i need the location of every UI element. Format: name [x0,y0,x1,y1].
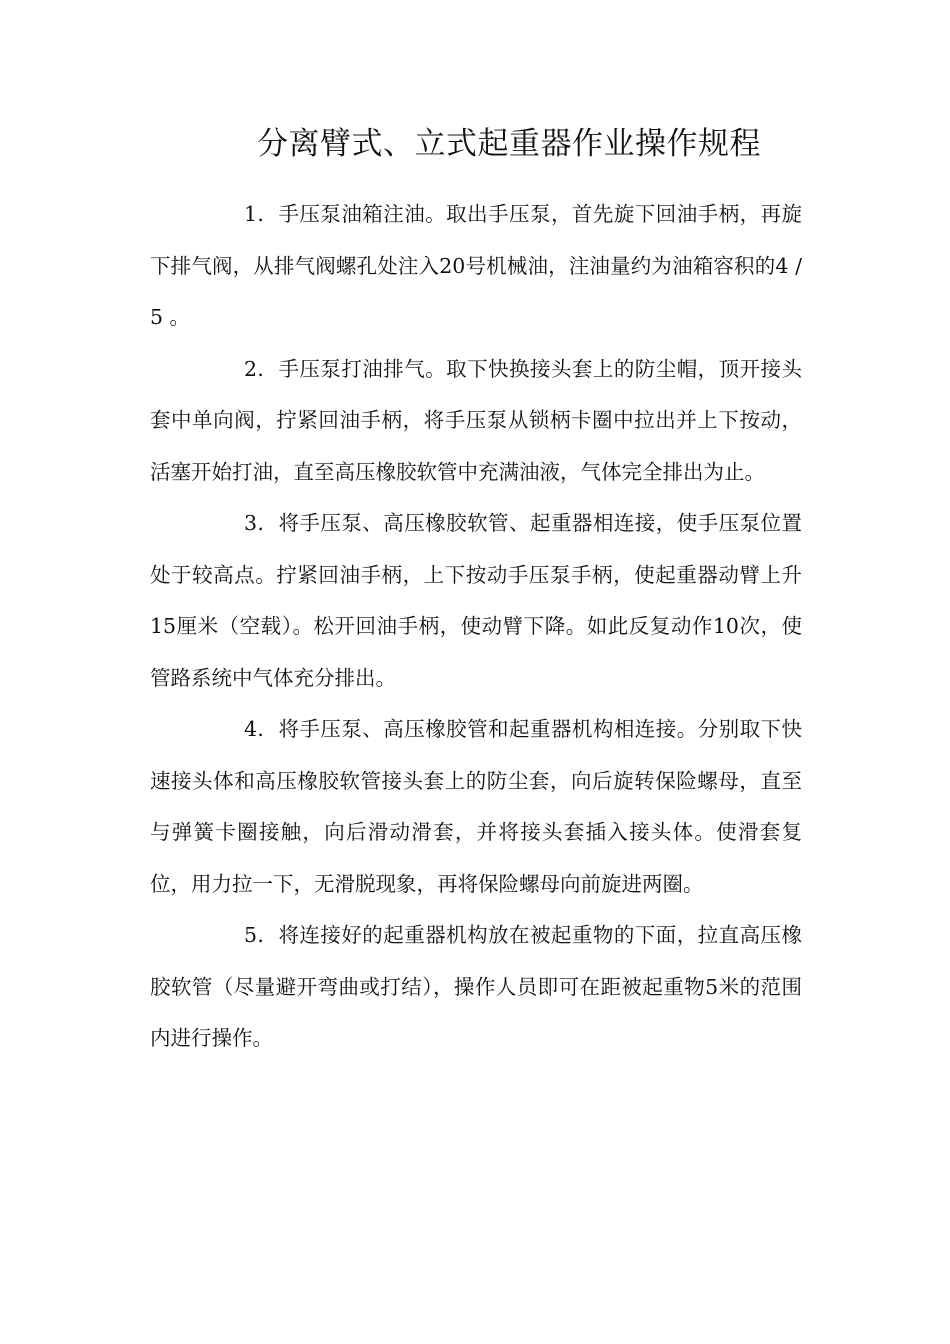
paragraph-3: 3．将手压泵、高压橡胶软管、起重器相连接，使手压泵位置处于较高点。拧紧回油手柄，上下按动手压泵手柄，使起重器动臂上升15厘米（空载）。松开回油手柄，使动臂下降。如此反复动作10次，使管路系统中气体充分排出。 [150,511,802,690]
paragraph-1: 1．手压泵油箱注油。取出手压泵，首先旋下回油手柄，再旋下排气阀，从排气阀螺孔处注入20号机械油，注油量约为油箱容积的4 / 5 。 [150,202,802,329]
document-title: 分离臂式、立式起重器作业操作规程 [257,126,761,162]
paragraph-4: 4．将手压泵、高压橡胶管和起重器机构相连接。分别取下快速接头体和高压橡胶软管接头套上的防尘套，向后旋转保险螺母，直至与弹簧卡圈接触，向后滑动滑套，并将接头套插入接头体。使滑套复位，用力拉一下，无滑脱现象，再将保险螺母向前旋进两圈。 [150,717,802,896]
paragraph-5: 5．将连接好的起重器机构放在被起重物的下面，拉直高压橡胶软管（尽量避开弯曲或打结），操作人员即可在距被起重物5米的范围内进行操作。 [150,923,802,1050]
document-body [150,189,802,1065]
paragraph-2: 2．手压泵打油排气。取下快换接头套上的防尘帽，顶开接头套中单向阀，拧紧回油手柄，将手压泵从锁柄卡圈中拉出并上下按动，活塞开始打油，直至高压橡胶软管中充满油液，气体完全排出为止。 [150,356,802,484]
